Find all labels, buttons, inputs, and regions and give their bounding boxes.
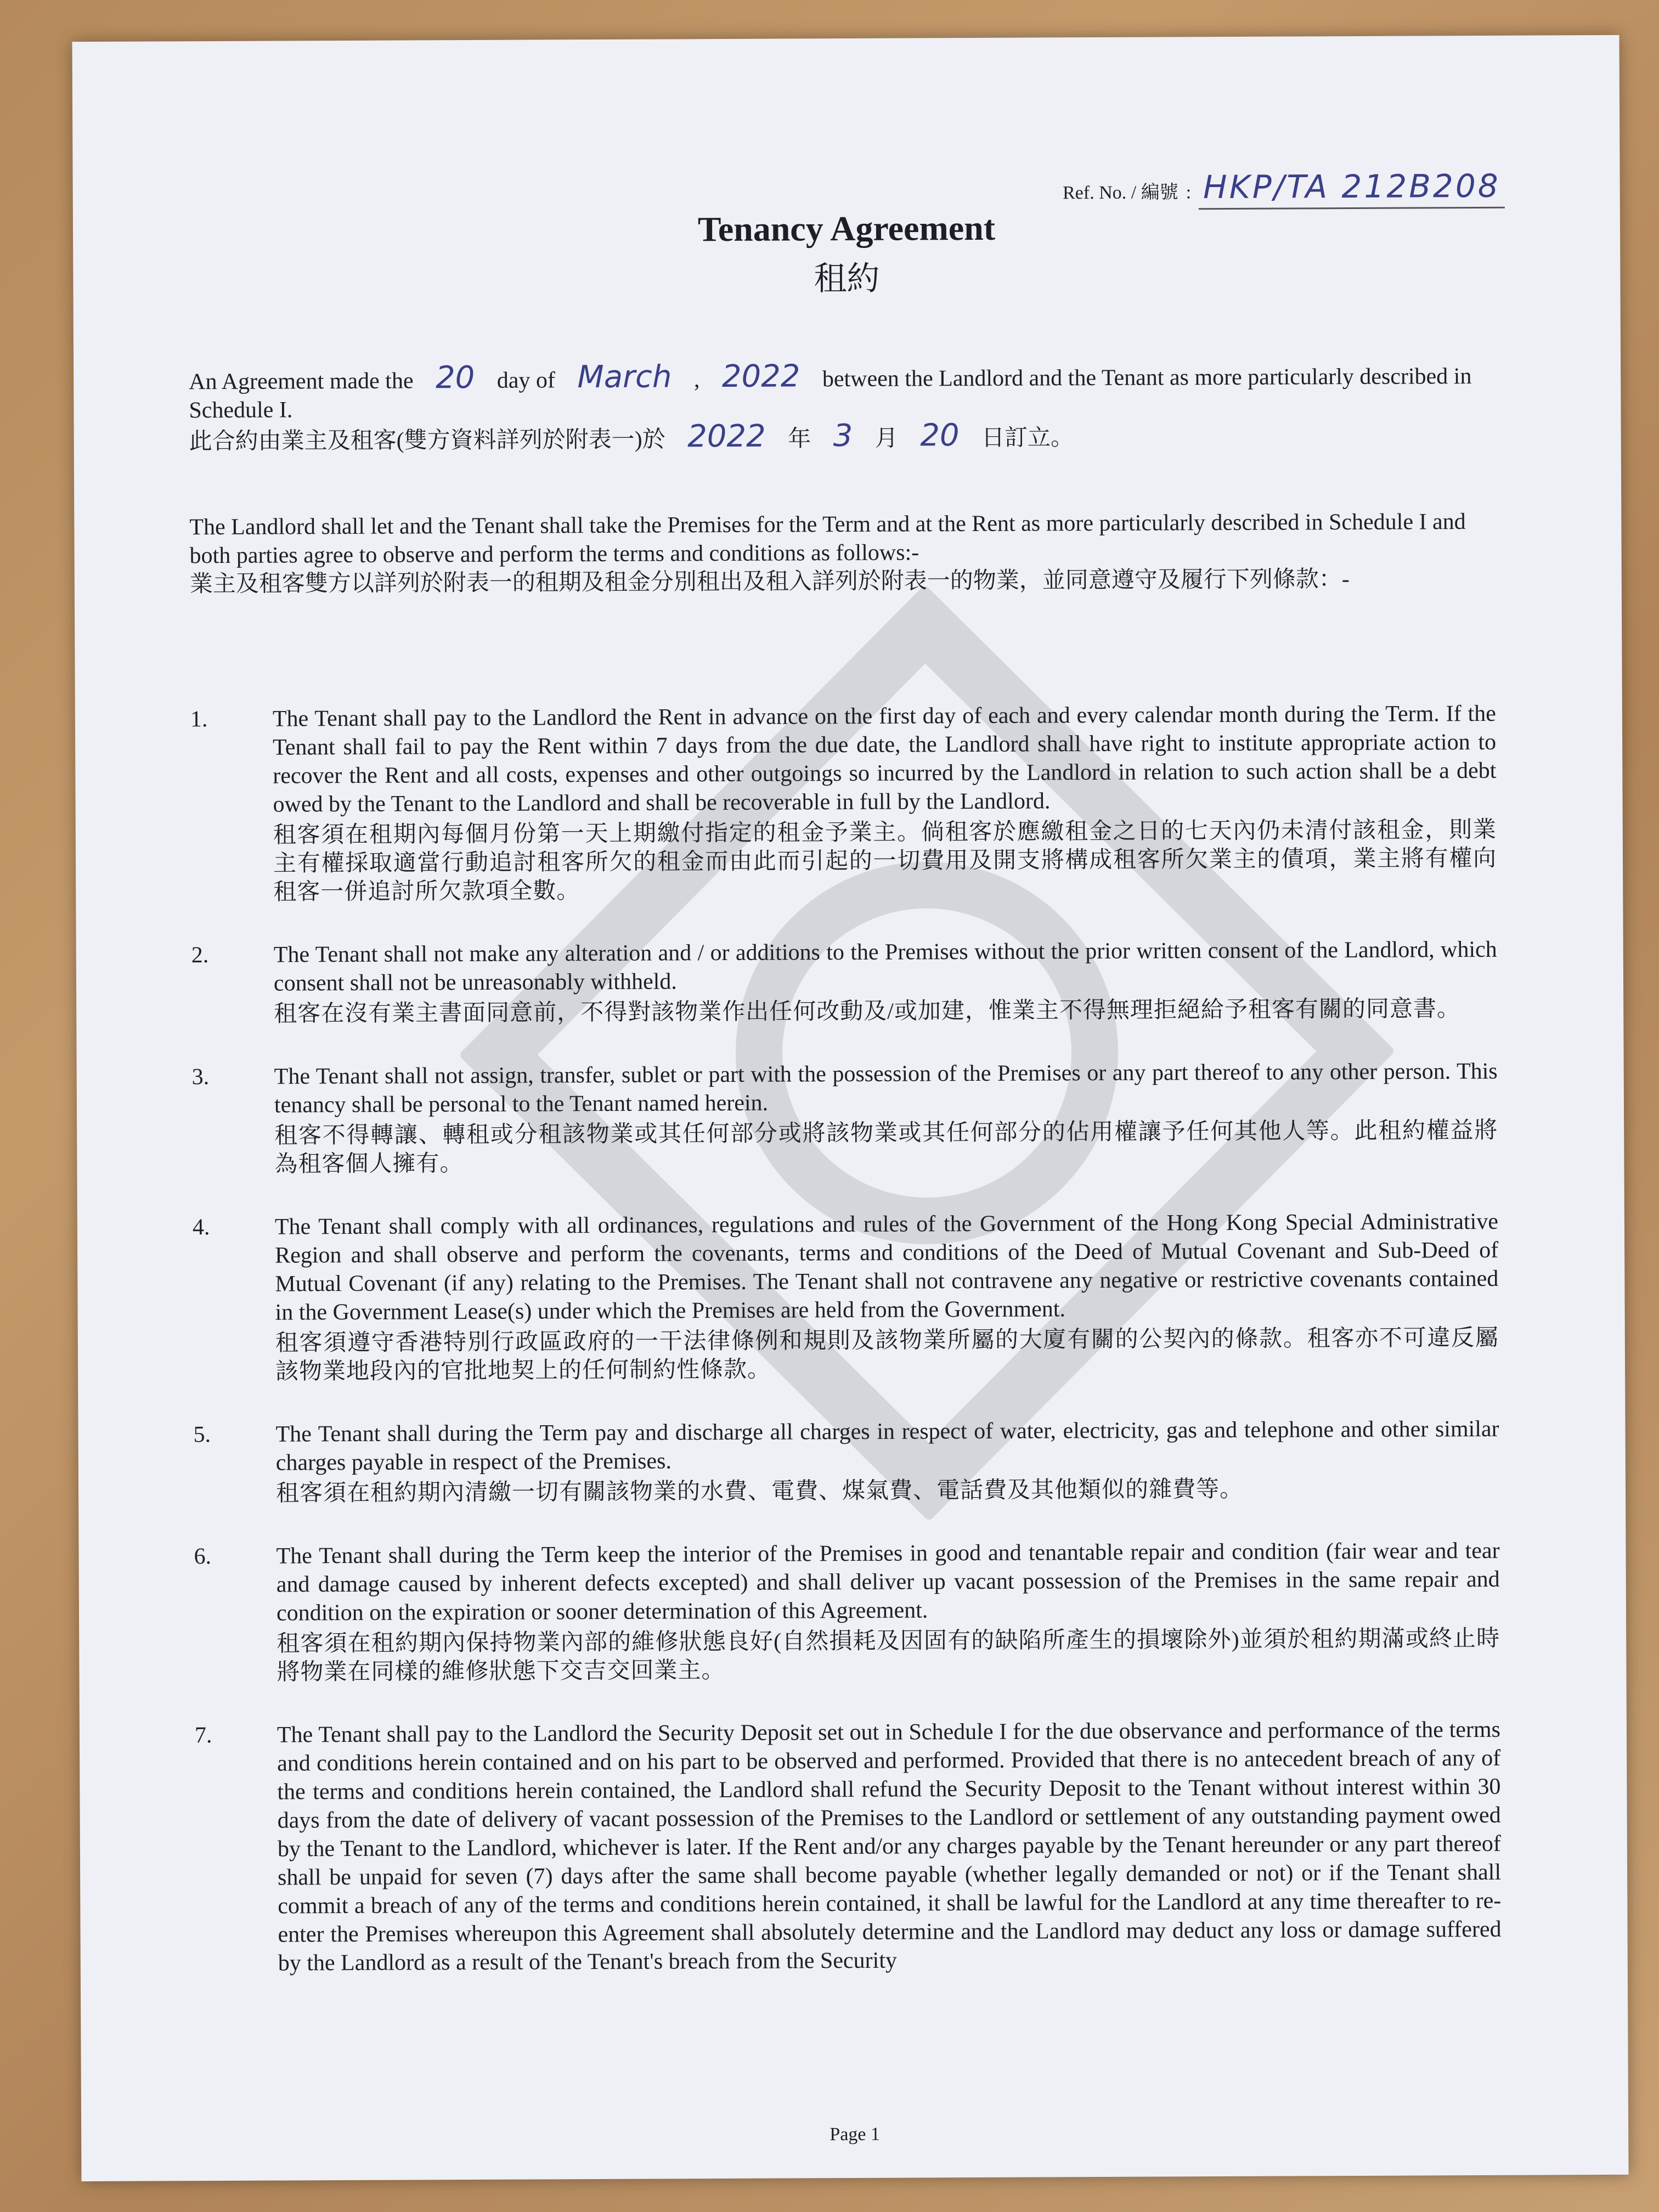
clause-item xyxy=(194,1537,1500,1687)
agreement-intro xyxy=(189,359,1495,456)
clause-zh: 租客須在租約期內保持物業內部的維修狀態良好(自然損耗及因固有的缺陷所產生的損壞除外)並須於租約期滿或終止時將物業在同樣的維修狀態下交吉交回業主。 xyxy=(276,1626,1500,1685)
clause-en: The Tenant shall pay to the Landlord the Rent in advance on the first day of each and every calendar month during the Term. If the Tenant shall fail to pay the Rent within 7 days from the due date, the Landlord shall have right to institute appropriate action to recover the Rent and all costs, expenses and other outgoings so incurred by the Landlord in relation to such action shall be a debt owed by the Tenant to the Landlord and shall be recoverable in full by the Landlord. xyxy=(272,701,1497,817)
clause-item xyxy=(193,1207,1499,1386)
intro-year: 2022 xyxy=(721,358,800,395)
ref-value: HKP/TA 212B208 xyxy=(1199,167,1505,210)
intro-month: March xyxy=(577,359,672,396)
intro-text-a: An Agreement made the xyxy=(189,368,414,395)
clause-en: The Tenant shall not assign, transfer, sublet or part with the possession of the Premises or any part thereof to any other person. This tenancy shall be personal to the Tenant named herein. xyxy=(274,1058,1498,1118)
clause-zh: 租客須在租約期內清繳一切有關該物業的水費、電費、煤氣費、電話費及其他類似的雜費等。 xyxy=(275,1476,1244,1506)
clause-number: 6. xyxy=(194,1544,212,1570)
ref-label: Ref. No. / 編號 xyxy=(1063,182,1178,204)
page-number: Page 1 xyxy=(830,2124,881,2145)
intro-zh-b: 年 xyxy=(788,426,811,452)
intro-day: 20 xyxy=(435,359,475,396)
clause-item xyxy=(192,1057,1498,1179)
clause-item xyxy=(193,1415,1499,1508)
clause-zh: 租客須在租期內每個月份第一天上期繳付指定的租金予業主。倘租客於應繳租金之日的七天內仍未清付該租金，則業主有權採取適當行動追討租客所欠的租金而由此而引起的一切費用及開支將構成租客所欠業主的債項，業主將有權向租客一併追討所欠款項全數。 xyxy=(273,817,1497,905)
terms-preamble xyxy=(189,507,1496,599)
intro-zh-d: 日訂立。 xyxy=(981,425,1074,451)
clause-number: 4. xyxy=(192,1215,210,1240)
clause-list xyxy=(190,699,1502,2012)
clause-number: 1. xyxy=(190,707,208,732)
clause-zh: 租客不得轉讓、轉租或分租該物業或其任何部分或將該物業或其任何部分的佔用權讓予任何其他人等。此租約權益將為租客個人擁有。 xyxy=(274,1118,1498,1177)
intro-zh-month: 3 xyxy=(833,417,853,454)
clause-zh: 租客在沒有業主書面同意前，不得對該物業作出任何改動及/或加建，惟業主不得無理拒絕給予租客有關的同意書。 xyxy=(274,996,1460,1027)
clause-number: 3. xyxy=(191,1064,210,1090)
preamble-en: The Landlord shall let and the Tenant shall take the Premises for the Term and at the Rent as more particularly described in Schedule I and both parties agree to observe and perform the terms and conditions as follows:- xyxy=(189,509,1466,569)
clause-number: 5. xyxy=(193,1422,211,1448)
clause-item xyxy=(190,699,1497,907)
clause-en: The Tenant shall comply with all ordinances, regulations and rules of the Government of the Hong Kong Special Administrative Region and shall observe and perform the covenants, terms and conditions of the Deed of Mutual Covenant and Sub-Deed of Mutual Covenant (if any) relating to the Premises. The Tenant shall not contravene any negative or restrictive covenants contained in the Government Lease(s) under which the Premises are held from the Government. xyxy=(274,1209,1499,1325)
clause-item xyxy=(191,935,1498,1029)
intro-en xyxy=(189,359,1494,425)
intro-text-b: day of xyxy=(496,368,556,393)
title-zh: 租約 xyxy=(814,260,880,297)
clause-en: The Tenant shall during the Term keep the interior of the Premises in good and tenantable repair and condition (fair wear and tear and damage caused by inherent defects excepted) and shall deliver up vacant possession of the Premises in the same repair and condition on the expiration or sooner determination of this Agreement. xyxy=(276,1538,1500,1626)
clause-number: 2. xyxy=(191,943,209,968)
clause-number: 7. xyxy=(194,1723,212,1748)
intro-zh-year: 2022 xyxy=(687,418,766,455)
page-title xyxy=(73,205,1621,303)
clause-en: The Tenant shall during the Term pay and discharge all charges in respect of water, electricity, gas and telephone and other similar charges payable in respect of the Premises. xyxy=(275,1416,1499,1476)
intro-zh-c: 月 xyxy=(874,426,898,452)
intro-text-d: between the Landlord and the Tenant as more particularly described in Schedule I. xyxy=(189,364,1472,424)
title-en: Tenancy Agreement xyxy=(697,208,996,249)
document-page xyxy=(72,35,1629,2181)
intro-text-c: , xyxy=(693,367,700,393)
clause-item xyxy=(195,1716,1502,1978)
preamble-zh: 業主及租客雙方以詳列於附表一的租期及租金分別租出及租入詳列於附表一的物業，並同意遵守及履行下列條款：- xyxy=(189,567,1350,597)
clause-en: The Tenant shall pay to the Landlord the Security Deposit set out in Schedule I for the due observance and performance of the terms and conditions herein contained and on his part to be observed and performed. Provided that there is no antecedent breach of any of the terms and conditions herein contained, the Landlord shall refund the Security Deposit to the Tenant without interest within 30 days from the date of delivery of vacant possession of the Premises to the Landlord or settlement of any outstanding payment owed by the Tenant to the Landlord, whichever is later. If the Rent and/or any charges payable by the Tenant hereunder or any part thereof shall be unpaid for seven (7) days after the same shall become payable (whether legally demanded or not) or if the Tenant shall commit a breach of any of the terms and conditions herein contained, it shall be lawful for the Landlord at any time thereafter to re-enter the Premises whereupon this Agreement shall absolutely determine and the Landlord may deduct any loss or damage suffered by the Landlord as a result of the Tenant's breach from the Security xyxy=(276,1717,1502,1976)
clause-en: The Tenant shall not make any alteration and / or additions to the Premises without the prior written consent of the Landlord, which consent shall not be unreasonably withheld. xyxy=(273,936,1497,996)
intro-zh xyxy=(189,419,1495,456)
intro-zh-a: 此合約由業主及租客(雙方資料詳列於附表一)於 xyxy=(189,427,665,455)
reference-number: Ref. No. / 編號 : HKP/TA 212B208 xyxy=(1063,167,1505,211)
intro-zh-day: 20 xyxy=(920,417,960,454)
clause-zh: 租客須遵守香港特別行政區政府的一干法律條例和規則及該物業所屬的大廈有關的公契內的條款。租客亦不可違反屬該物業地段內的官批地契上的任何制約性條款。 xyxy=(275,1325,1499,1385)
